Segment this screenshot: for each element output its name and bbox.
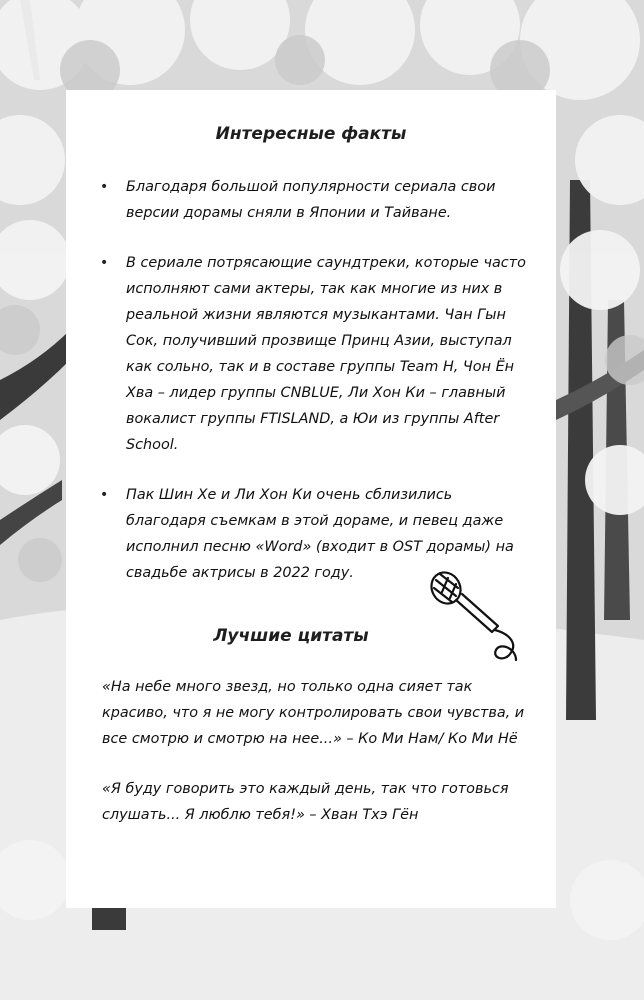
facts-list — [102, 174, 526, 610]
bullet: • — [100, 487, 109, 503]
fact-text: Благодаря большой популярности сериала свои версии дорамы сняли в Японии и Тайване. — [126, 179, 496, 221]
microphone-icon — [422, 562, 532, 672]
quotes-heading: Лучшие цитаты — [213, 626, 369, 646]
fact-text: В сериале потрясающие саундтреки, которые часто исполняют сами актеры, так как многие из них в реальной жизни являются музыкантами. Чан Гын Сок, получивший прозвище Принц Азии, выступал как сольно, так и в составе группы Team H, Чон Ён Хва – лидер группы CNBLUE, Ли Хон Ки – главный вокалист группы FTISLAND, а Юи из группы After School. — [126, 255, 526, 453]
list-item — [102, 250, 526, 458]
quotes-list — [102, 674, 536, 852]
content-card — [66, 90, 556, 908]
bullet: • — [100, 255, 109, 271]
facts-heading: Интересные факты — [215, 124, 407, 144]
list-item — [102, 174, 526, 226]
fact-text: Пак Шин Хе и Ли Хон Ки очень сблизились благодаря съемкам в этой дораме, и певец даже исполнил песню «Word» (входит в OST дорамы) на свадьбе актрисы в 2022 году. — [126, 487, 514, 581]
quote-text: «Я буду говорить это каждый день, так что готовься слушать... Я люблю тебя!» – Хван Тхэ Гён — [102, 781, 509, 823]
bullet: • — [100, 179, 109, 195]
quote-text: «На небе много звезд, но только одна сияет так красиво, что я не могу контролировать свои чувства, и все смотрю и смотрю на нее...» – Ко Ми Нам/ Ко Ми Нё — [102, 679, 525, 747]
